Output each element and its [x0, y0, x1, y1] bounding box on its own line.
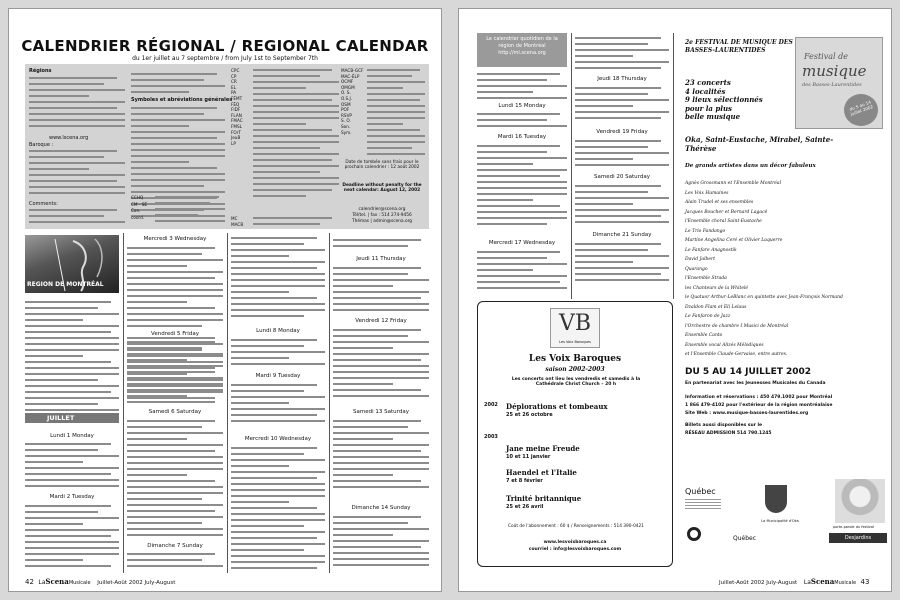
- brand-prefix: La: [803, 579, 811, 586]
- email-text: calendrier@scena.org: [358, 207, 406, 212]
- brand-name: Scena: [45, 577, 69, 586]
- day-heading: Lundi 8 Monday: [231, 328, 325, 334]
- col3-text-b: [231, 339, 325, 369]
- day-heading: Vendredi 12 Friday: [333, 318, 429, 324]
- rcol2-text-c: [575, 140, 669, 170]
- abbrev-list-2: MACB-GCF MAC-ÉLP OCMF OMGM O. S. O.S.J. OSM POF RSVP S. O. Son. Sym.: [341, 68, 364, 135]
- column-divider: [673, 33, 674, 299]
- vb-program-3-title: Haendel et l'Italie: [506, 468, 577, 477]
- day-heading: Samedi 13 Saturday: [333, 409, 429, 415]
- deadline-en: Deadline without penalty for the next calendar: August 12, 2002: [342, 183, 422, 193]
- contact-text-2: Thémas | admin@scena.org: [351, 219, 412, 224]
- footer-date: Juillet-Août 2002 July-August: [719, 580, 798, 586]
- vb-logo: [550, 308, 600, 348]
- festival-admission: RÉSEAU ADMISSION 514 790.1245: [685, 431, 772, 436]
- regions-label: Régions: [29, 68, 52, 74]
- col4-text-d: [333, 420, 429, 492]
- vb-intro: Les concerts ont lieu les vendredis et samedis à la Cathédrale Christ Church – 20 h: [511, 377, 641, 387]
- municipality-caption: La Municipalité d'Oka: [761, 519, 799, 523]
- col2-text-c: [127, 420, 223, 540]
- day-heading: Jeudi 11 Thursday: [333, 256, 429, 262]
- vb-name: Les Voix Baroques: [528, 354, 622, 364]
- abbrev-list-2b: MC MACB: [231, 216, 244, 227]
- quebec-logo: [685, 487, 729, 521]
- col2-text-b: [127, 341, 223, 407]
- festival-logo-badge: [844, 94, 878, 126]
- col1-text-b: [25, 443, 119, 491]
- rcol2-text-b: [575, 87, 669, 123]
- deadline-fr: Date de tombée sans frais pour le prochain calendrier : 12 août 2002: [344, 160, 420, 170]
- comments-label: Comments:: [29, 201, 58, 207]
- festival-logo-line1: Festival de: [804, 52, 848, 61]
- quebec-logo-text: Québec: [685, 487, 716, 496]
- col4-text-a: [333, 239, 429, 251]
- day-heading: Mardi 9 Tuesday: [231, 373, 325, 379]
- calendar-info-text: Le calendrier quotidien de la région de Montréal http://ml.scena.org: [486, 36, 558, 56]
- rcol1-text-c: [477, 145, 567, 229]
- abbrev-text-1: [253, 69, 339, 201]
- day-heading: Lundi 1 Monday: [25, 433, 119, 439]
- rcol2-text-d: [575, 185, 669, 227]
- festival-highlights: 23 concerts 4 localités 9 lieux sélectionnés pour la plus belle musique: [685, 78, 763, 121]
- column-divider: [123, 233, 124, 573]
- sponsor-mark: [687, 527, 701, 541]
- vb-tickets: Coût de l'abonnement : 60 $ / Renseignements : 514 390-0421: [508, 524, 644, 529]
- violin-photo: [25, 235, 119, 293]
- vb-program-4-date: 25 et 26 avril: [506, 504, 544, 510]
- brand-name: Scena: [810, 577, 835, 586]
- website-text: www.lscena.org: [49, 135, 89, 141]
- brand-suffix: Musicale: [834, 580, 857, 586]
- col4-text-b: [333, 267, 429, 315]
- page-subtitle: du 1er juillet au 7 septembre / from July 1st to September 7th: [132, 55, 318, 62]
- voix-baroques-ad: [477, 301, 673, 567]
- comments-text: [29, 209, 125, 227]
- festival-site: Site Web : www.musique-basses-laurentides.org: [685, 411, 809, 416]
- contact-text: Tél/tel. | fax : 514 274-9456: [352, 213, 412, 218]
- col3-text-c: [231, 384, 325, 426]
- day-heading: Mercredi 3 Wednesday: [127, 236, 223, 242]
- day-heading: Lundi 15 Monday: [477, 103, 567, 109]
- festival-logo-dates: du 5 au 14 juillet 2002: [848, 99, 874, 117]
- festival-dates: DU 5 AU 14 JUILLET 2002: [685, 367, 812, 377]
- vb-program-1-date: 25 et 26 octobre: [506, 412, 553, 418]
- vb-program-4-title: Trinité britannique: [506, 494, 582, 503]
- festival-logo-line3: des Basses-Laurentides: [802, 82, 862, 88]
- rcol1-text-b: [477, 113, 567, 131]
- regions-text-2: [29, 150, 125, 198]
- day-heading: Dimanche 7 Sunday: [127, 543, 223, 549]
- abbrev-list-1: CPC CP CR EL PA FÉMT FÉQ FIDF FLAN FMAC FMSL FOrT JeuB LP: [231, 68, 243, 146]
- rcol1-text-a: [477, 73, 567, 103]
- day-heading: Samedi 20 Saturday: [575, 174, 669, 180]
- oka-crest: [765, 485, 787, 513]
- page-footer: [719, 577, 869, 586]
- rcol1-text-d: [477, 251, 567, 293]
- vb-email: courriel : info@lesvoixbaroques.com: [528, 547, 622, 552]
- vb-web: www.lesvoixbaroques.ca: [543, 540, 607, 545]
- day-heading: Mardi 16 Tuesday: [477, 134, 567, 140]
- festival-artists: Agnès Grossmann et l'Ensemble Montréal Les Voix Humaines Alain Trudel et ses ensembles Jacques Boucher et Bernard Lagacé l'Ensemble choral Saint-Eustache Le Trio Fandango Martine Angelina Ceré et Olivier Laquerre Le Fanfare Anagnostik David Jalbert Quarango l'Ensemble Strada les Chanteurs de la Whitelé le Quatuor Arthur-LeBlanc en quintette avec Jean-François Normand Dzaldon Flam et Eli Lelaus Le Fanfaron de Jazz l'Orchestre de chambre I Musici de Montréal Ensemble Canto Ensemble vocal Alizés Mélodiques et l'Ensemble Claude-Gervaise, entre autres.: [685, 181, 843, 357]
- quebec-logo-2: Québec: [733, 535, 757, 542]
- rcol2-text-a: [575, 37, 669, 73]
- presenter-caption: porte-parole du festival: [833, 525, 874, 529]
- right-page: [458, 8, 892, 592]
- column-divider: [227, 233, 228, 573]
- symbols-label: Symboles et abréviations générales: [131, 97, 233, 103]
- page-footer: [25, 577, 175, 586]
- col3-text-a: [231, 237, 325, 321]
- vb-program-3-date: 7 et 8 février: [506, 478, 543, 484]
- abbrev-list-1b: CCHQ CM - SÉ Con. coord.: [131, 195, 148, 220]
- presenter-photo: [835, 479, 885, 523]
- col4-text-e: [333, 516, 429, 570]
- festival-info: Information et réservations : 450 479.1002 pour Montréal: [685, 395, 833, 400]
- brand-prefix: La: [38, 579, 46, 586]
- photo-caption: REGION DE MONTRÉAL: [27, 281, 104, 288]
- col1-text-c: [25, 505, 119, 571]
- page-title: CALENDRIER RÉGIONAL / REGIONAL CALENDAR: [21, 37, 429, 55]
- day-heading: Dimanche 14 Sunday: [333, 505, 429, 511]
- festival-info-2: 1 866 479-4102 pour l'extérieur de la région montréalaise: [685, 403, 833, 408]
- festival-tickets: Billets aussi disponibles sur le: [685, 423, 763, 428]
- left-page: [8, 8, 442, 592]
- festival-partner: En partenariat avec les Jeunesses Musicales du Canada: [685, 381, 826, 386]
- footer-date: Juillet-Août 2002 July-August: [97, 580, 176, 586]
- abbrev-text-2: [367, 69, 425, 159]
- col3-text-d: [231, 447, 325, 573]
- festival-heading: 2e FESTIVAL DE MUSIQUE DES BASSES-LAURENTIDES: [685, 39, 793, 54]
- festival-tagline: De grands artistes dans un décor fabuleux: [685, 163, 816, 169]
- day-heading: Jeudi 18 Thursday: [575, 76, 669, 82]
- vb-program-1-title: Déplorations et tombeaux: [506, 402, 608, 411]
- day-heading: Vendredi 5 Friday: [127, 331, 223, 337]
- festival-logo-line2: musique: [802, 62, 867, 80]
- day-heading: Mercredi 17 Wednesday: [477, 240, 567, 246]
- page-number: 43: [860, 578, 870, 586]
- festival-logo: [795, 37, 883, 129]
- vb-year-1: 2002: [484, 402, 498, 408]
- day-heading: Vendredi 19 Friday: [575, 129, 669, 135]
- vb-year-2: 2003: [484, 434, 498, 440]
- vb-season: saison 2002-2003: [545, 366, 605, 373]
- vb-program-2-date: 10 et 11 janvier: [506, 454, 551, 460]
- page-number: 42: [25, 578, 34, 586]
- col2-text-d: [127, 553, 223, 571]
- festival-towns: Oka, Saint-Eustache, Mirabel, Sainte-Thérèse: [685, 135, 834, 153]
- day-heading: Samedi 6 Saturday: [127, 409, 223, 415]
- col4-text-c: [333, 329, 429, 401]
- brand-suffix: Musicale: [68, 580, 91, 586]
- day-heading: Mardi 2 Tuesday: [25, 494, 119, 500]
- vb-program-2-title: Jane meine Freude: [506, 444, 580, 453]
- day-heading: Mercredi 10 Wednesday: [231, 436, 325, 442]
- month-header-juillet: JUILLET: [25, 413, 119, 423]
- desjardins-logo: Desjardins: [829, 533, 887, 543]
- abbrev-text-1b: [155, 196, 225, 226]
- day-heading: Dimanche 21 Sunday: [575, 232, 669, 238]
- col1-text-a: [25, 301, 119, 415]
- column-divider: [571, 33, 572, 299]
- vb-logo-caption: Les Voix Baroques: [559, 340, 591, 344]
- regions-text: [29, 77, 125, 131]
- abbrev-text-2b: [253, 217, 339, 229]
- rcol2-text-e: [575, 243, 669, 285]
- baroque-label: Baroque :: [29, 142, 54, 148]
- column-divider: [329, 233, 330, 573]
- symbols-text: [131, 73, 225, 97]
- vb-logo-text: VB: [558, 311, 592, 336]
